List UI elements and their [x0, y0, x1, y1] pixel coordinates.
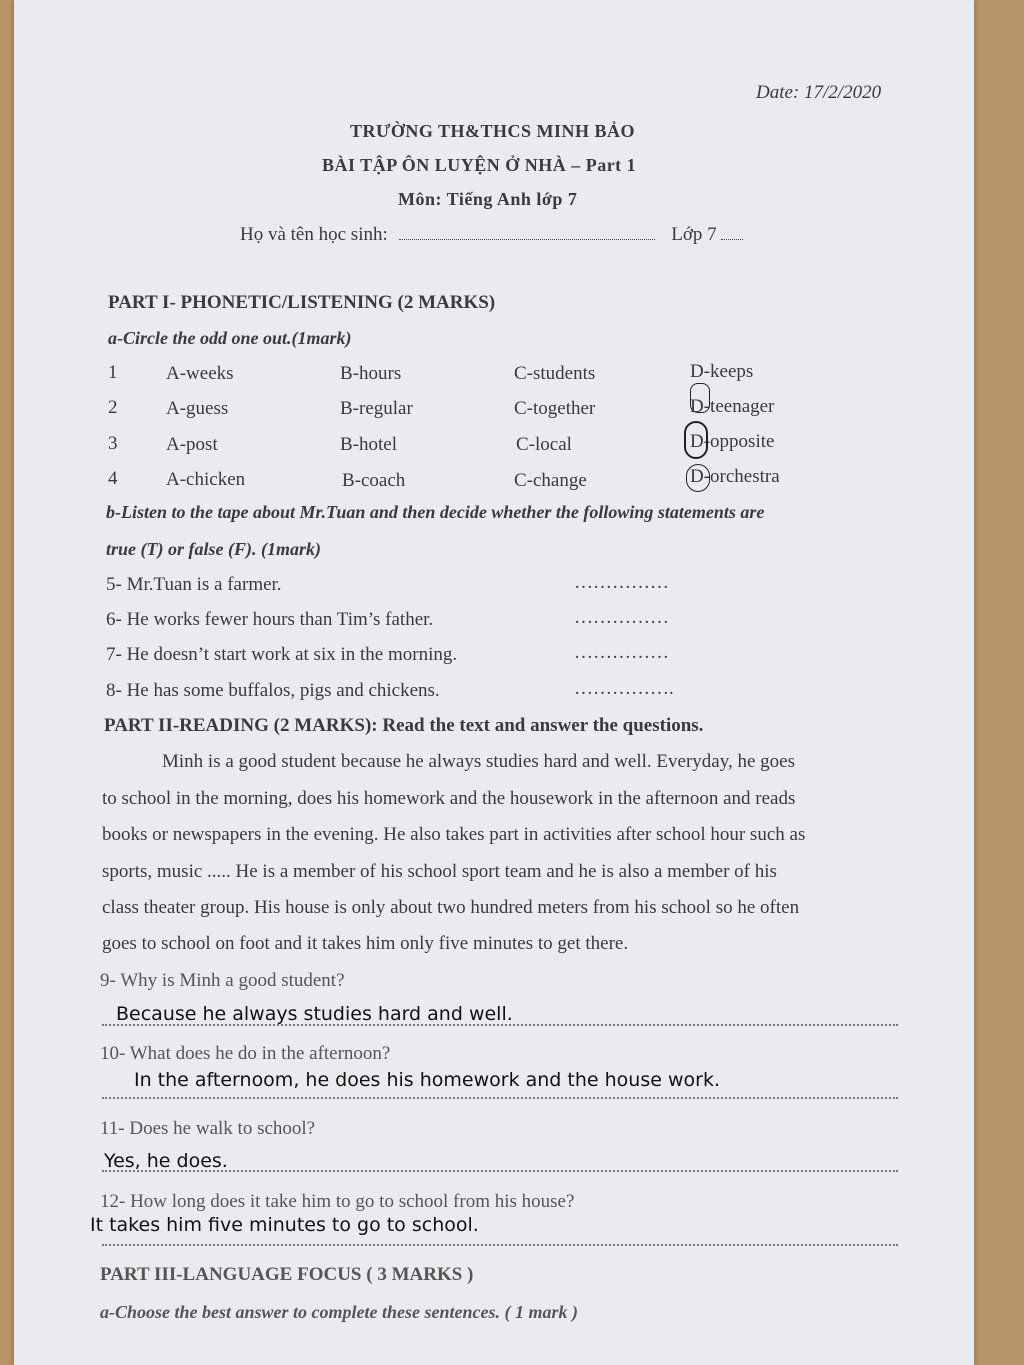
part1-title: PART I- PHONETIC/LISTENING (2 MARKS)	[108, 292, 496, 313]
answer-line	[102, 1244, 898, 1246]
student-name-line	[240, 224, 743, 246]
option-a: A-chicken	[166, 469, 246, 490]
row-number: 2	[108, 397, 118, 418]
class-blank	[721, 238, 743, 240]
statement-text: 5- Mr.Tuan is a farmer.	[106, 574, 282, 595]
question-text: 11- Does he walk to school?	[100, 1118, 316, 1139]
passage-line: Minh is a good student because he always studies hard and well. Everyday, he goes	[162, 751, 795, 772]
answer-circle-mark	[690, 383, 710, 413]
row-number: 4	[108, 468, 118, 489]
statement-blank: ……………	[574, 572, 669, 593]
statement-blank: ……………	[574, 642, 669, 663]
option-a: A-post	[166, 434, 218, 455]
statement-text: 7- He doesn’t start work at six in the morning.	[106, 644, 458, 665]
part3-title: PART III-LANGUAGE FOCUS ( 3 MARKS )	[100, 1264, 474, 1285]
statement-blank: ……………	[574, 607, 669, 628]
option-d: D-opposite	[690, 431, 775, 452]
answer-line	[102, 1097, 898, 1099]
answer-line	[102, 1024, 898, 1026]
option-d: D-orchestra	[690, 466, 780, 487]
school-name: TRƯỜNG TH&THCS MINH BẢO	[350, 121, 636, 141]
option-d: D-teenager	[690, 396, 775, 417]
answer-circle-mark	[686, 464, 710, 492]
option-a: A-weeks	[166, 363, 234, 384]
row-number: 1	[108, 362, 118, 383]
student-name-label: Họ và tên học sinh:	[240, 224, 388, 245]
option-b: B-hours	[340, 363, 402, 384]
answer-line	[102, 1170, 898, 1172]
answer-text: Yes, he does.	[104, 1150, 228, 1172]
answer-circle-mark	[684, 421, 708, 459]
option-c: C-change	[514, 470, 587, 491]
question-text: 10- What does he do in the afternoon?	[100, 1043, 391, 1064]
passage-line: class theater group. His house is only about two hundred meters from his school so he often	[102, 897, 800, 918]
class-label: Lớp 7	[671, 224, 717, 245]
option-c: C-local	[516, 434, 572, 455]
row-number: 3	[108, 433, 118, 454]
part1-b-instruction: b-Listen to the tape about Mr.Tuan and then decide whether the following statements are	[106, 502, 765, 522]
date-label: Date: 17/2/2020	[756, 82, 882, 103]
option-c: C-students	[514, 363, 596, 384]
option-b: B-regular	[340, 398, 413, 419]
part3-a-instruction: a-Choose the best answer to complete these sentences. ( 1 mark )	[100, 1302, 578, 1322]
option-c: C-together	[514, 398, 596, 419]
answer-text: It takes him five minutes to go to school.	[90, 1214, 479, 1236]
option-d: D-keeps	[690, 361, 754, 382]
option-a: A-guess	[166, 398, 229, 419]
worksheet-title: BÀI TẬP ÔN LUYỆN Ở NHÀ – Part 1	[322, 155, 637, 175]
student-name-blank	[399, 238, 655, 240]
passage-line: goes to school on foot and it takes him only five minutes to get there.	[102, 933, 629, 954]
answer-text: Because he always studies hard and well.	[116, 1003, 513, 1025]
subject-label: Môn: Tiếng Anh lớp 7	[398, 189, 578, 209]
answer-text: In the afternoom, he does his homework and the house work.	[134, 1069, 720, 1091]
passage-line: to school in the morning, does his homework and the housework in the afternoon and reads	[102, 788, 796, 809]
passage-line: sports, music ..... He is a member of his school sport team and he is also a member of his	[102, 861, 777, 882]
worksheet-page	[14, 0, 974, 1365]
statement-text: 8- He has some buffalos, pigs and chickens.	[106, 680, 440, 701]
passage-line: books or newspapers in the evening. He also takes part in activities after school hour such as	[102, 824, 806, 845]
part2-title: PART II-READING (2 MARKS): Read the text and answer the questions.	[104, 715, 704, 736]
part1-a-instruction: a-Circle the odd one out.(1mark)	[108, 328, 352, 348]
question-text: 12- How long does it take him to go to school from his house?	[100, 1191, 575, 1212]
option-b: B-hotel	[340, 434, 397, 455]
part1-b-instruction-cont: true (T) or false (F). (1mark)	[106, 539, 321, 559]
statement-text: 6- He works fewer hours than Tim’s father.	[106, 609, 434, 630]
question-text: 9- Why is Minh a good student?	[100, 970, 345, 991]
statement-blank: …………….	[574, 678, 674, 699]
option-b: B-coach	[342, 470, 406, 491]
